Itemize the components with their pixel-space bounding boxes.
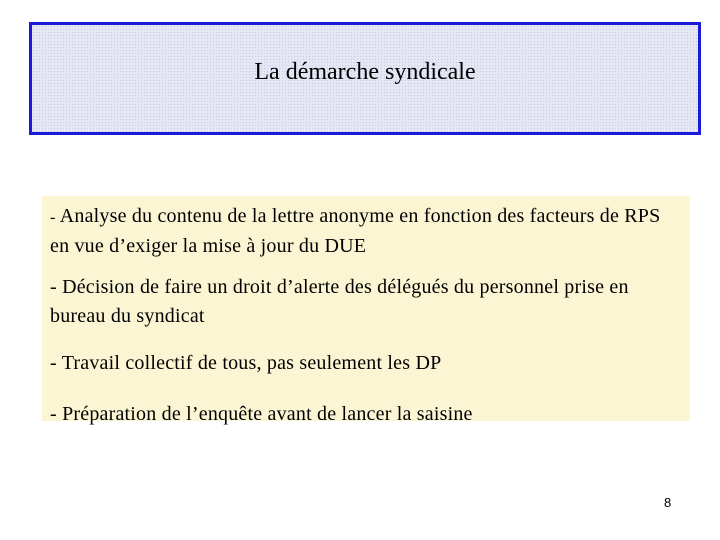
bullet-dash: - [50,352,62,374]
bullet-text: Préparation de l’enquête avant de lancer la saisine [62,403,473,425]
bullet-dash: - [50,276,63,298]
slide-title: La démarche syndicale [254,59,476,85]
page-number: 8 [664,495,672,510]
content-box [42,196,690,425]
bullet-text: Analyse du contenu de la lettre anonyme en fonction des facteurs de RPS en vue d’exiger la mise à jour du DUE [50,205,661,257]
bullet-text: Décision de faire un droit d’alerte des délégués du personnel prise en bureau du syndicat [50,276,629,327]
bullet-text: Travail collectif de tous, pas seulement les DP [61,352,442,374]
title-box [29,22,701,135]
bullet-dash: - [50,403,63,425]
bullet-item [50,349,682,378]
bullet-item [50,202,682,261]
bullet-dash: - [50,209,60,226]
bullet-item [50,273,682,331]
bullet-item [50,400,682,429]
